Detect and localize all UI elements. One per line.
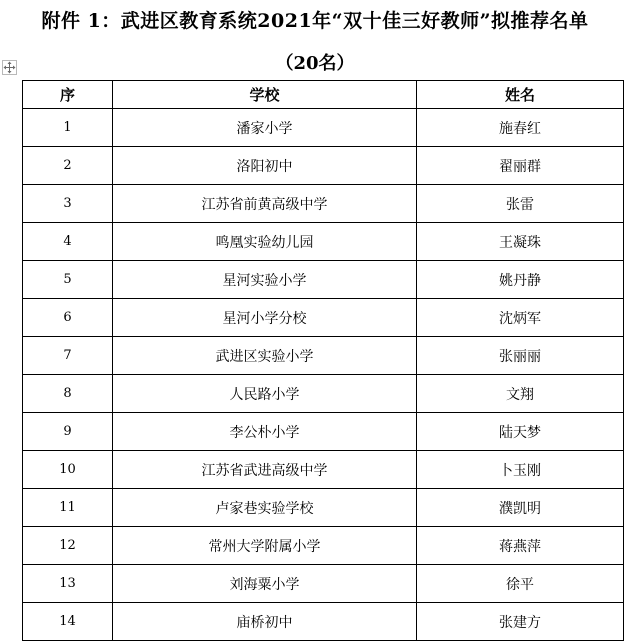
cell-name: 张雷: [417, 185, 624, 223]
cell-index: 6: [23, 299, 113, 337]
cell-school: 江苏省武进高级中学: [113, 451, 417, 489]
table-row: [23, 413, 624, 451]
cell-school: 刘海粟小学: [113, 565, 417, 603]
cell-index: 13: [23, 565, 113, 603]
table-row: [23, 489, 624, 527]
cell-name: 徐平: [417, 565, 624, 603]
cell-name: 张建方: [417, 603, 624, 641]
table-row: [23, 565, 624, 603]
cell-school: 潘家小学: [113, 109, 417, 147]
cell-school: 洛阳初中: [113, 147, 417, 185]
nominee-table: [22, 80, 624, 641]
table-body: [23, 109, 624, 641]
cell-school: 鸣凰实验幼儿园: [113, 223, 417, 261]
document-title: 附件 1：武进区教育系统2021年“双十佳三好教师”拟推荐名单: [41, 10, 589, 32]
cell-name: 王凝珠: [417, 223, 624, 261]
table-row: [23, 527, 624, 565]
cell-index: 2: [23, 147, 113, 185]
table-row: [23, 185, 624, 223]
cell-school: 卢家巷实验学校: [113, 489, 417, 527]
cell-index: 4: [23, 223, 113, 261]
table-header-row: [23, 81, 624, 109]
cell-index: 9: [23, 413, 113, 451]
table-row: [23, 451, 624, 489]
cell-name: 姚丹静: [417, 261, 624, 299]
cell-index: 12: [23, 527, 113, 565]
cell-name: 施春红: [417, 109, 624, 147]
cell-name: 沈炳军: [417, 299, 624, 337]
cell-index: 3: [23, 185, 113, 223]
cell-index: 7: [23, 337, 113, 375]
cell-school: 江苏省前黄高级中学: [113, 185, 417, 223]
cell-school: 人民路小学: [113, 375, 417, 413]
cell-name: 翟丽群: [417, 147, 624, 185]
cell-name: 濮凯明: [417, 489, 624, 527]
cell-name: 陆天梦: [417, 413, 624, 451]
table-row: [23, 603, 624, 641]
cell-name: 卜玉刚: [417, 451, 624, 489]
cell-index: 10: [23, 451, 113, 489]
cell-school: 李公朴小学: [113, 413, 417, 451]
cell-school: 星河实验小学: [113, 261, 417, 299]
table-row: [23, 299, 624, 337]
cell-index: 11: [23, 489, 113, 527]
cell-index: 5: [23, 261, 113, 299]
cell-name: 文翔: [417, 375, 624, 413]
cell-school: 常州大学附属小学: [113, 527, 417, 565]
cell-school: 武进区实验小学: [113, 337, 417, 375]
table-row: [23, 109, 624, 147]
cell-school: 庙桥初中: [113, 603, 417, 641]
cell-name: 张丽丽: [417, 337, 624, 375]
table-row: [23, 375, 624, 413]
table-row: [23, 147, 624, 185]
cell-index: 1: [23, 109, 113, 147]
table-row: [23, 337, 624, 375]
cell-index: 8: [23, 375, 113, 413]
cell-school: 星河小学分校: [113, 299, 417, 337]
cell-name: 蒋燕萍: [417, 527, 624, 565]
header-name: 姓名: [417, 81, 624, 109]
table-row: [23, 261, 624, 299]
cell-index: 14: [23, 603, 113, 641]
table-row: [23, 223, 624, 261]
header-index: 序: [23, 81, 113, 109]
header-school: 学校: [113, 81, 417, 109]
document-subtitle: （20名）: [275, 53, 355, 74]
